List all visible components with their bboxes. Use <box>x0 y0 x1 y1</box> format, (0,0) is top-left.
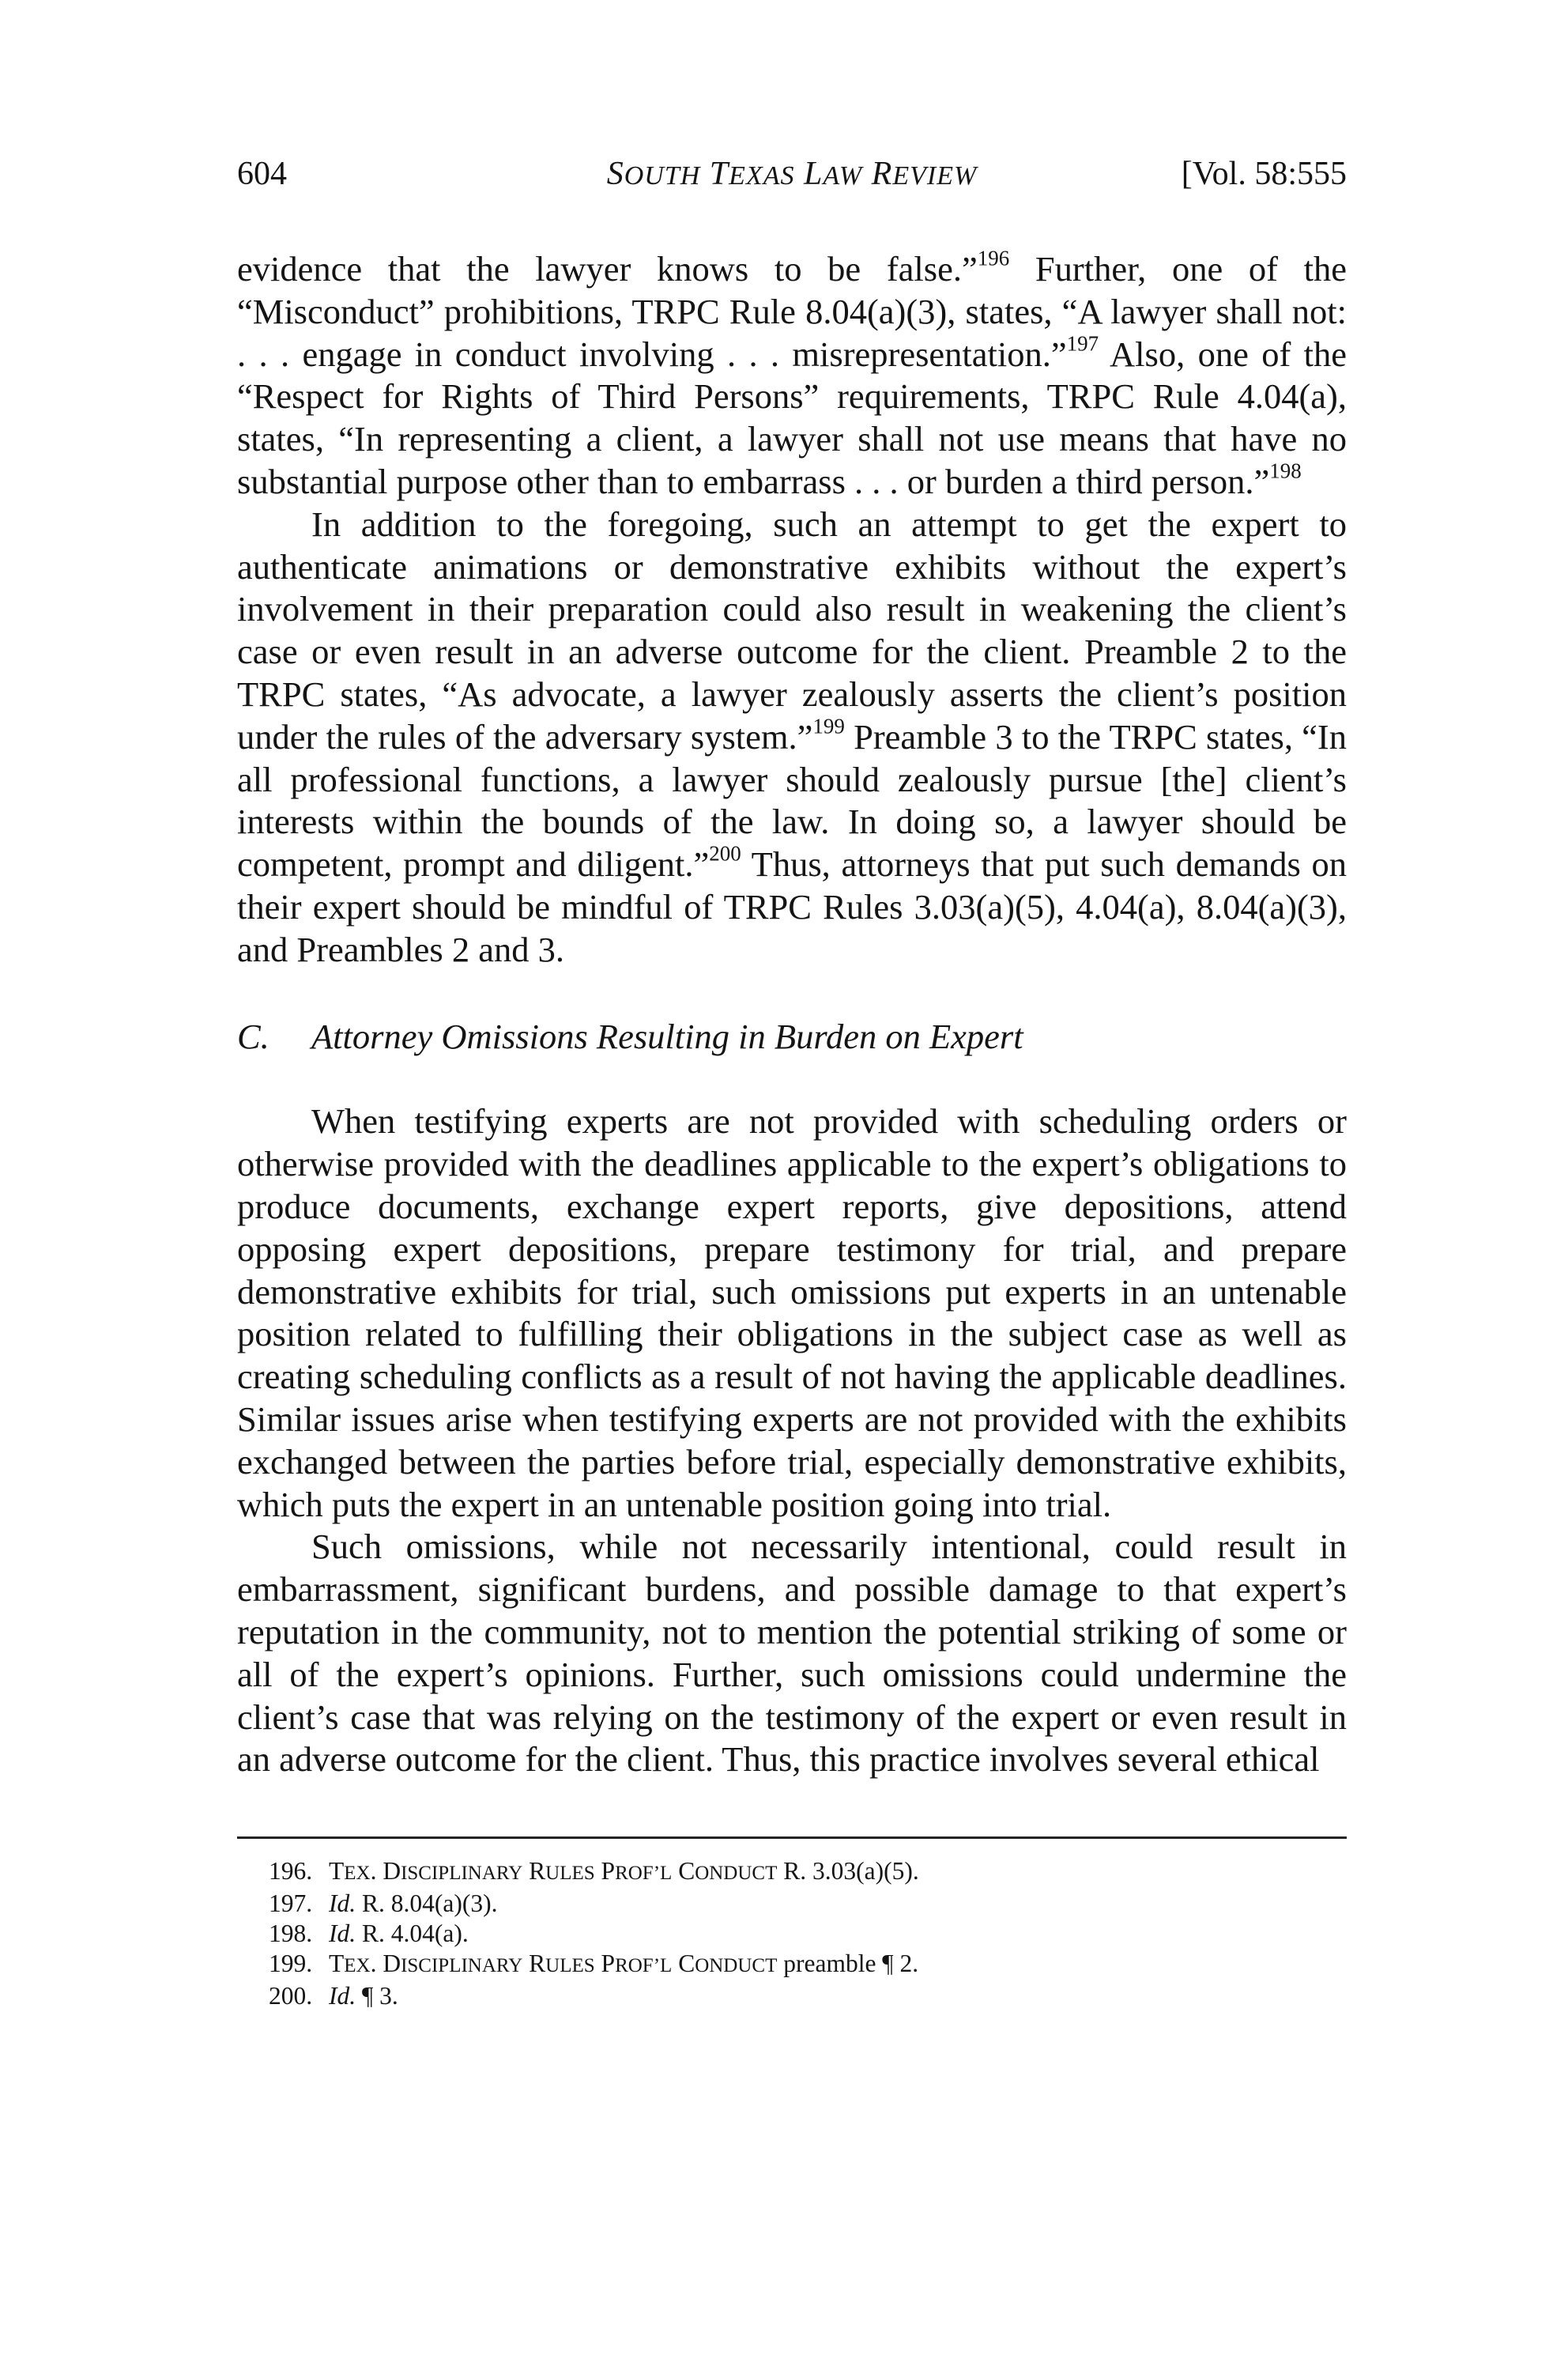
volume-citation: [Vol. 58:555 <box>1181 156 1347 192</box>
footnote-196 <box>237 1856 1347 1889</box>
footnote-199 <box>237 1949 1347 1981</box>
footnote-ref-198: 198 <box>1269 459 1302 483</box>
page <box>237 142 1347 2011</box>
article-body <box>237 248 1347 1781</box>
page-number: 604 <box>237 156 287 192</box>
paragraph-4: Such omissions, while not necessarily intentional, could result in embarrassment, significant burdens, and possible damage to that expert’s reputation in the community, not to mention the potential striking of some or all of the expert’s opinions. Further, such omissions could undermine the client’s case that was relying on the testimony of the expert or even result in an adverse outcome for the client. Thus, this practice involves several ethical <box>237 1527 1347 1780</box>
footnote-number: 200. <box>269 1982 313 2010</box>
footnote-divider <box>237 1836 1347 1839</box>
footnote-text: Id. ¶ 3. <box>329 1982 398 2010</box>
footnote-200 <box>237 1981 1347 2011</box>
journal-title: SOUTH TEXAS LAW REVIEW <box>606 156 978 192</box>
footnote-ref-200: 200 <box>709 841 741 866</box>
section-title: Attorney Omissions Resulting in Burden on Expert <box>311 1016 1023 1056</box>
paragraph-1: evidence that the lawyer knows to be false.”$^{196}$ Further, one of the “Misconduct” prohibitions, TRPC Rule 8.04(a)(3), states, “A lawyer shall not: . . . engage in conduct involving . . . misrepresentation.”$^{197}$ Also, one of the “Respect for Rights of Third Persons” requirements, TRPC Rule 4.04(a), states, “In representing a client, a lawyer shall not use means that have no substantial purpose other than to embarrass . . . or burden a third person.”$^{198}$ <box>237 246 1348 501</box>
footnote-198 <box>237 1919 1347 1949</box>
footnote-text: TEX. DISCIPLINARY RULES PROF’L CONDUCT R. 3.03(a)(5). <box>329 1857 919 1885</box>
paragraph-2: In addition to the foregoing, such an attempt to get the expert to authenticate animations or demonstrative exhibits without the expert’s involvement in their preparation could also result in weakening the client’s case or even result in an adverse outcome for the client. Preamble 2 to the TRPC states, “As advocate, a lawyer zealously asserts the client’s position under the rules of the adversary system.”$^{199}$ Preamble 3 to the TRPC states, “In all professional functions, a lawyer should zealously pursue [the] client’s interests within the bounds of the law. In doing so, a lawyer should be competent, prompt and diligent.”$^{200}$ Thus, attorneys that put such demands on their expert should be mindful of TRPC Rules 3.03(a)(5), 4.04(a), 8.04(a)(3), and Preambles 2 and 3. <box>237 504 1347 969</box>
footnote-text: Id. R. 4.04(a). <box>329 1919 469 1948</box>
section-letter: C. <box>237 1016 270 1056</box>
footnote-ref-196: 196 <box>977 246 1010 270</box>
footnote-text: TEX. DISCIPLINARY RULES PROF’L CONDUCT preamble ¶ 2. <box>329 1950 919 1978</box>
footnote-number: 198. <box>269 1919 313 1948</box>
footnote-197 <box>237 1889 1347 1919</box>
footnote-number: 197. <box>269 1889 313 1918</box>
footnote-text: Id. R. 8.04(a)(3). <box>329 1889 498 1918</box>
section-heading <box>237 1016 1347 1059</box>
footnote-ref-197: 197 <box>1066 331 1099 356</box>
footnote-number: 199. <box>269 1950 313 1978</box>
footnote-number: 196. <box>269 1857 313 1885</box>
running-head <box>237 142 1347 206</box>
paragraph-3: When testifying experts are not provided with scheduling orders or otherwise provided with the deadlines applicable to the expert’s obligations to produce documents, exchange expert reports, give depositions, attend opposing expert depositions, prepare testimony for trial, and prepare demonstrative exhibits for trial, such omissions put experts in an untenable position related to fulfilling their obligations in the subject case as well as creating scheduling conflicts as a result of not having the applicable deadlines. Similar issues arise when testifying experts are not provided with the exhibits exchanged between the parties before trial, especially demonstrative exhibits, which puts the expert in an untenable position going into trial. <box>237 1101 1347 1524</box>
footnote-ref-199: 199 <box>812 714 845 738</box>
footnotes <box>237 1856 1347 2011</box>
